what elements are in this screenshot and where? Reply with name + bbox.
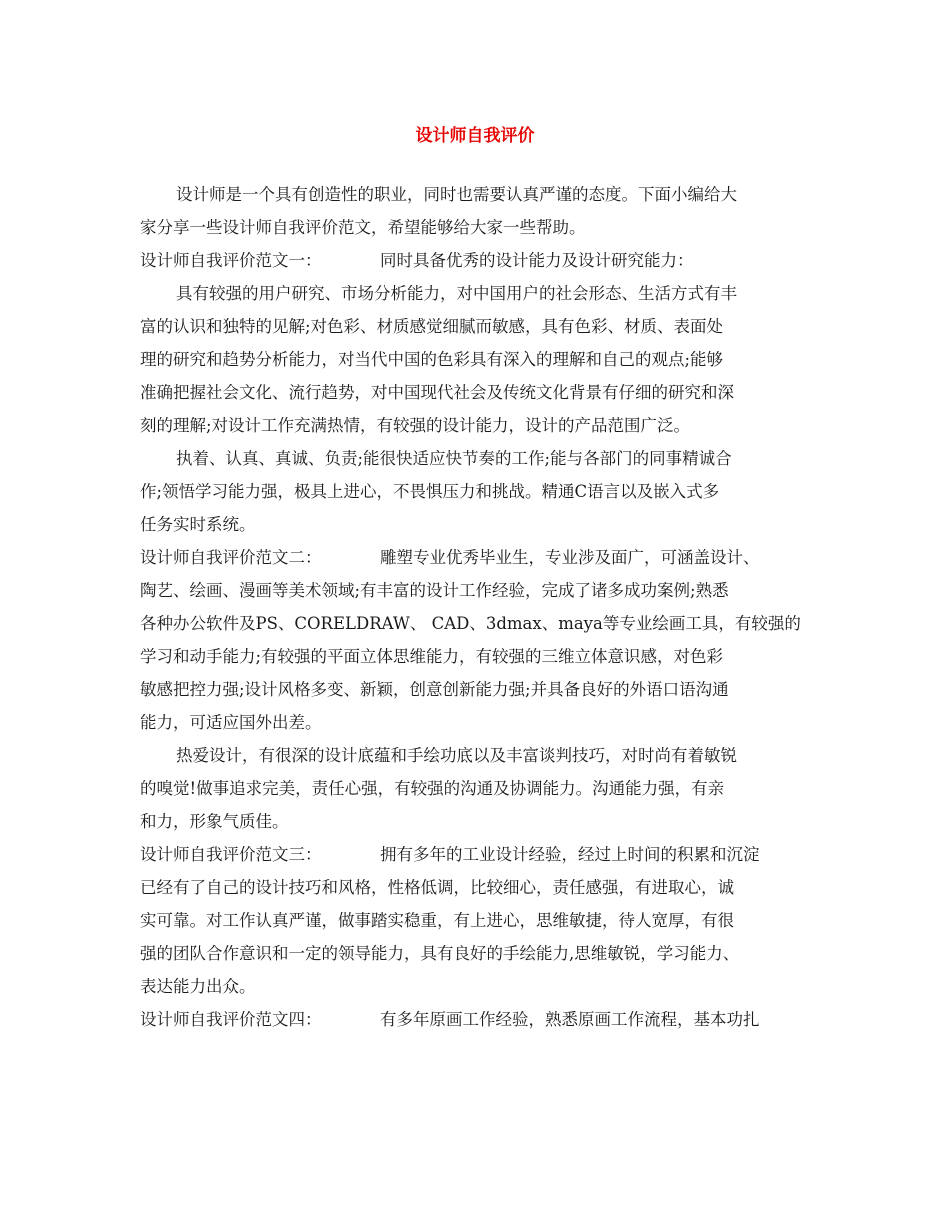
paragraph-line: 准确把握社会文化、流行趋势，对中国现代社会及传统文化背景有仔细的研究和深	[140, 383, 734, 402]
section-heading-line	[140, 1003, 830, 1036]
section-first-text: 拥有多年的工业设计经验，经过上时间的积累和沉淀	[380, 845, 760, 864]
paragraph-line: 和力，形象气质佳。	[140, 812, 289, 831]
section-label: 设计师自我评价范文三：	[140, 845, 322, 864]
paragraph-line: 敏感把控力强;设计风格多变、新颖，创意创新能力强;并具备良好的外语口语沟通	[140, 680, 729, 699]
paragraph-line: 理的研究和趋势分析能力，对当代中国的色彩具有深入的理解和自己的观点;能够	[140, 350, 724, 369]
paragraph-line: 家分享一些设计师自我评价范文，希望能够给大家一些帮助。	[140, 218, 586, 237]
paragraph-line: 的嗅觉!做事追求完美，责任心强，有较强的沟通及协调能力。沟通能力强，有亲	[140, 779, 725, 798]
paragraph-line: 实可靠。对工作认真严谨，做事踏实稳重，有上进心，思维敏捷，待人宽厚，有很	[140, 911, 734, 930]
paragraph-line: 学习和动手能力;有较强的平面立体思维能力，有较强的三维立体意识感，对色彩	[140, 647, 724, 666]
paragraph-line: 执着、认真、真诚、负责;能很快适应快节奏的工作;能与各部门的同事精诚合	[176, 449, 732, 468]
paragraph-line: 刻的理解;对设计工作充满热情，有较强的设计能力，设计的产品范围广泛。	[140, 416, 691, 435]
paragraph-line: 表达能力出众。	[140, 977, 256, 996]
section-label: 设计师自我评价范文一：	[140, 251, 322, 270]
paragraph-line: 设计师是一个具有创造性的职业，同时也需要认真严谨的态度。下面小编给大	[176, 185, 737, 204]
section-first-text: 雕塑专业优秀毕业生，专业涉及面广，可涵盖设计、	[380, 548, 760, 567]
document-body	[140, 178, 830, 1036]
section-heading-line	[140, 838, 830, 871]
paragraph-line: 作;领悟学习能力强，极具上进心，不畏惧压力和挑战。精通C语言以及嵌入式多	[140, 482, 720, 501]
section-label: 设计师自我评价范文四：	[140, 1010, 322, 1029]
paragraph-line: 强的团队合作意识和一定的领导能力，具有良好的手绘能力,思维敏锐，学习能力、	[140, 944, 740, 963]
section-heading-line	[140, 541, 830, 574]
paragraph-line: 具有较强的用户研究、市场分析能力，对中国用户的社会形态、生活方式有丰	[176, 284, 737, 303]
paragraph-line: 富的认识和独特的见解;对色彩、材质感觉细腻而敏感，具有色彩、材质、表面处	[140, 317, 724, 336]
section-label: 设计师自我评价范文二：	[140, 548, 322, 567]
paragraph-line: 能力，可适应国外出差。	[140, 713, 322, 732]
paragraph-line: 热爱设计，有很深的设计底蕴和手绘功底以及丰富谈判技巧，对时尚有着敏锐	[176, 746, 737, 765]
paragraph-line: 陶艺、绘画、漫画等美术领域;有丰富的设计工作经验，完成了诸多成功案例;熟悉	[140, 581, 729, 600]
paragraph-line: 任务实时系统。	[140, 515, 256, 534]
section-first-text: 有多年原画工作经验，熟悉原画工作流程，基本功扎	[380, 1010, 760, 1029]
section-first-text: 同时具备优秀的设计能力及设计研究能力：	[380, 251, 694, 270]
page-title: 设计师自我评价	[415, 126, 535, 146]
paragraph-line: 已经有了自己的设计技巧和风格，性格低调，比较细心，责任感强，有进取心，诚	[140, 878, 734, 897]
section-heading-line	[140, 244, 830, 277]
paragraph-line: 各种办公软件及PS、CORELDRAW、 CAD、3dmax、maya等专业绘画工具，有较强的	[140, 614, 801, 633]
